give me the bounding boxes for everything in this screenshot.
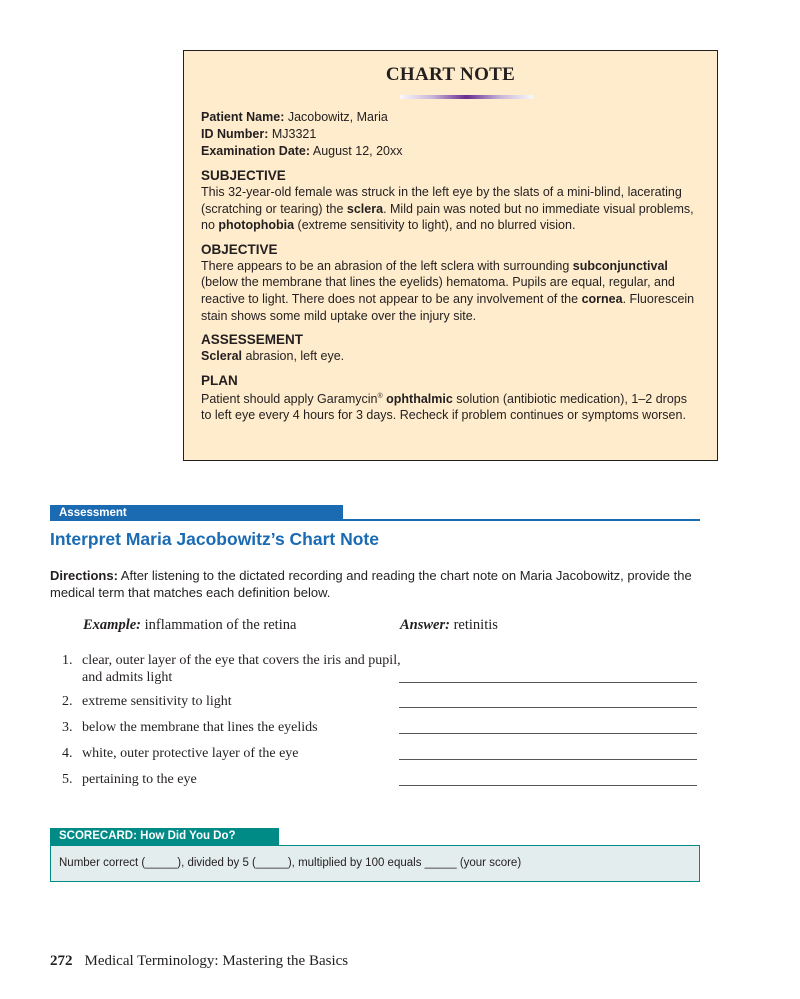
answer-blank-3[interactable] (399, 733, 697, 734)
page-footer (50, 953, 348, 970)
subjective-text: This 32-year-old female was struck in the left eye by the slats of a mini-blind, lacerating (scratching or tearing) the sclera. Mild pain was noted but no immediate visual problems, no photophobia (extreme sensitivity to light), and no blurred vision. (201, 185, 694, 233)
assessment-tab-label: Assessment (50, 505, 343, 521)
scorecard-text: Number correct (_____), divided by 5 (_____), multiplied by 100 equals _____ (your score) (59, 857, 522, 869)
answer-blank-5[interactable] (399, 785, 697, 786)
objective-heading: OBJECTIVE (201, 241, 278, 257)
chart-note-box (183, 50, 718, 461)
scorecard-box (50, 845, 700, 882)
patient-name: Jacobowitz, Maria (287, 110, 388, 124)
plan-text: Patient should apply Garamycin® ophthalmic solution (antibiotic medication), 1–2 drops to left eye every 4 hours for 3 days. Recheck if problem continues or symptoms worsen. (201, 391, 687, 423)
directions-label: Directions: (50, 568, 118, 583)
patient-info (201, 109, 695, 160)
term-photophobia: photophobia (218, 218, 295, 233)
question-item: 4. white, outer protective layer of the eye (62, 746, 299, 761)
assessment-note-section (201, 332, 695, 365)
chart-note-title: CHART NOTE (385, 64, 516, 85)
scorecard-tab-label: SCORECARD: How Did You Do? (50, 828, 279, 845)
answer-blank-4[interactable] (399, 759, 697, 760)
exam-date: August 12, 20xx (312, 144, 403, 158)
subjective-section (201, 168, 695, 234)
objective-text: There appears to be an abrasion of the left sclera with surrounding subconjunctival (below the membrane that lines the eyelids) hematoma. Pupils are equal, regular, and reactive to light. There does not appear to be any involvement of the cornea. Fluorescein stain shows some mild uptake over the injury site. (201, 258, 695, 323)
subjective-heading: SUBJECTIVE (201, 168, 286, 183)
question-item: 3. below the membrane that lines the eyelids (62, 720, 318, 735)
question-item: 2. extreme sensitivity to light (62, 694, 232, 709)
directions-text: After listening to the dictated recording and reading the chart note on Maria Jacobowitz, provide the medical term that matches each definition below. (50, 568, 692, 600)
assessment-text: Scleral abrasion, left eye. (201, 349, 345, 364)
section-title: Interpret Maria Jacobowitz’s Chart Note (50, 529, 379, 549)
answer-blank-1[interactable] (399, 682, 697, 683)
term-ophthalmic: ophthalmic (386, 391, 453, 406)
example-definition: Example: inflammation of the retina (83, 617, 297, 633)
assessment-heading: ASSESSEMENT (201, 332, 304, 348)
plan-heading: PLAN (201, 372, 238, 388)
answer-blank-2[interactable] (399, 707, 697, 708)
assessment-banner (50, 505, 700, 521)
example-answer: Answer: retinitis (400, 617, 498, 633)
question-item: 1. clear, outer layer of the eye that covers the iris and pupil, and admits light (62, 653, 401, 685)
id-number-label: ID Number: (201, 127, 269, 141)
directions (50, 567, 710, 601)
patient-name-label: Patient Name: (201, 110, 285, 124)
term-subconjunctival: subconjunctival (572, 258, 668, 273)
exam-date-label: Examination Date: (201, 144, 311, 158)
title-divider (400, 95, 533, 99)
id-number: MJ3321 (271, 127, 317, 141)
term-sclera: sclera (346, 201, 384, 216)
objective-section (201, 242, 695, 324)
term-scleral: Scleral (201, 349, 243, 364)
term-cornea: cornea (581, 291, 623, 306)
book-title: Medical Terminology: Mastering the Basics (84, 953, 349, 969)
plan-section (201, 373, 695, 424)
registered-mark: ® (377, 392, 383, 400)
page-number: 272 (50, 953, 73, 969)
question-item: 5. pertaining to the eye (62, 772, 197, 787)
